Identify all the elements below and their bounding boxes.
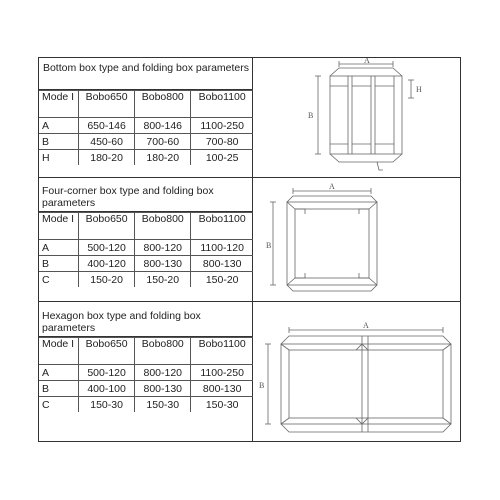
header-cell: Mode I <box>39 213 79 240</box>
table-cell: A <box>39 240 79 256</box>
parameter-table <box>39 90 253 165</box>
section-hexagon-params <box>39 302 253 441</box>
table-cell: 150-30 <box>79 397 135 413</box>
table-cell: C <box>39 397 79 413</box>
dimension-label-b: B <box>266 241 272 250</box>
table-cell: 800-146 <box>135 118 191 134</box>
table-cell: 800-130 <box>135 381 191 397</box>
table-cell: 800-120 <box>135 365 191 381</box>
header-cell: Bobo650 <box>79 91 135 118</box>
header-cell: Bobo1100 <box>191 213 253 240</box>
hexagon-box-drawing <box>253 302 460 441</box>
table-cell: 800-120 <box>135 240 191 256</box>
table-row <box>39 256 253 272</box>
table-cell: 1100-250 <box>191 365 253 381</box>
table-cell: 500-120 <box>79 240 135 256</box>
table-cell: 150-30 <box>191 397 253 413</box>
four-corner-box-diagram <box>253 178 460 301</box>
table-cell: 150-20 <box>191 272 253 288</box>
section-title: Four-corner box type and folding box parameters <box>39 178 253 212</box>
table-header-row <box>39 338 253 365</box>
table-cell: 150-20 <box>135 272 191 288</box>
dimension-label-b: B <box>308 111 314 120</box>
table-cell: B <box>39 256 79 272</box>
section-bottom-box-params <box>39 58 253 177</box>
bottom-box-drawing <box>253 58 460 177</box>
table-row <box>39 150 253 166</box>
table-cell: B <box>39 134 79 150</box>
table-row <box>39 272 253 288</box>
table-cell: H <box>39 150 79 166</box>
section-bottom-box <box>39 58 460 178</box>
header-cell: Bobo650 <box>79 338 135 365</box>
table-cell: 500-120 <box>79 365 135 381</box>
table-cell: 650-146 <box>79 118 135 134</box>
header-cell: Bobo800 <box>135 91 191 118</box>
table-cell: 800-130 <box>191 381 253 397</box>
section-four-corner-params <box>39 178 253 301</box>
table-cell: 800-130 <box>191 256 253 272</box>
header-cell: Mode I <box>39 338 79 365</box>
table-row <box>39 240 253 256</box>
parameter-sheet <box>38 57 461 442</box>
table-cell: 400-120 <box>79 256 135 272</box>
table-cell: 450-60 <box>79 134 135 150</box>
table-header-row <box>39 213 253 240</box>
table-row <box>39 381 253 397</box>
table-cell: A <box>39 118 79 134</box>
table-cell: 400-100 <box>79 381 135 397</box>
table-cell: A <box>39 365 79 381</box>
table-cell: 700-60 <box>135 134 191 150</box>
table-cell: 100-25 <box>191 150 253 166</box>
bottom-box-diagram <box>253 58 460 177</box>
table-row <box>39 134 253 150</box>
header-cell: Mode I <box>39 91 79 118</box>
dimension-label-a: A <box>363 321 369 330</box>
table-cell: 180-20 <box>135 150 191 166</box>
parameter-table <box>39 212 253 287</box>
table-cell: 700-80 <box>191 134 253 150</box>
table-cell: 150-20 <box>79 272 135 288</box>
table-cell: C <box>39 272 79 288</box>
section-four-corner-box <box>39 178 460 302</box>
table-cell: 800-130 <box>135 256 191 272</box>
section-hexagon-box <box>39 302 460 441</box>
dimension-label-h: H <box>416 85 422 94</box>
header-cell: Bobo1100 <box>191 91 253 118</box>
table-row <box>39 397 253 413</box>
table-cell: 180-20 <box>79 150 135 166</box>
table-cell: 1100-120 <box>191 240 253 256</box>
four-corner-box-drawing <box>253 178 460 301</box>
table-cell: B <box>39 381 79 397</box>
hexagon-box-diagram <box>253 302 460 441</box>
table-header-row <box>39 91 253 118</box>
header-cell: Bobo1100 <box>191 338 253 365</box>
table-cell: 150-30 <box>135 397 191 413</box>
parameter-table <box>39 337 253 412</box>
table-cell: 1100-250 <box>191 118 253 134</box>
dimension-label-b: B <box>259 381 265 390</box>
table-row <box>39 365 253 381</box>
dimension-label-a: A <box>329 182 335 191</box>
header-cell: Bobo800 <box>135 213 191 240</box>
header-cell: Bobo800 <box>135 338 191 365</box>
section-title: Bottom box type and folding box parameters <box>39 58 253 90</box>
dimension-label-a: A <box>364 58 370 65</box>
header-cell: Bobo650 <box>79 213 135 240</box>
table-row <box>39 118 253 134</box>
section-title: Hexagon box type and folding box parameters <box>39 302 253 337</box>
